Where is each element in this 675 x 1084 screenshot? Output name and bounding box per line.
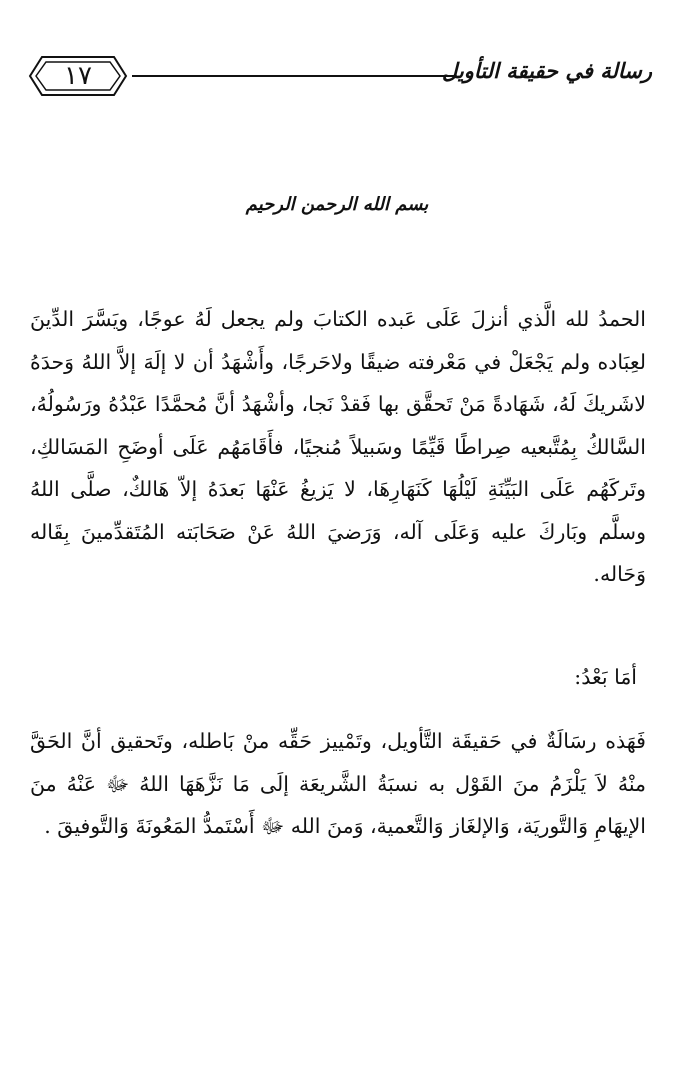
body-paragraph-2: فَهَذه رسَالَةٌ في حَقيقَة التَّأويل، وتَمْييز حَقِّه منْ بَاطله، وتَحقيق أنَّ الحَقَّ منْهُ لاَ يَلْزَمُ منَ القَوْل به نسبَةُ الشَّريعَة إلَى مَا نَزَّهَهَا اللهُ ﷻ عَنْهُ منَ الإيهَامِ وَالتَّوريَة، وَالإلغَاز وَالتَّعمية، وَمنَ الله ﷻ أَسْتَمدُّ المَعُونَةَ وَالتَّوفيقَ . [30,729,646,838]
page-header [28,52,652,104]
basmala-calligraphy: بسم الله الرحمن الرحيم [245,194,429,215]
opening-phrase: أمَا بَعْدُ: [574,665,637,689]
header-rule [132,75,454,77]
page-number-badge [28,54,128,98]
page-number: ١٧ [64,61,92,91]
running-title: رسالة في حقيقة التأويل [442,58,652,83]
body-paragraph-1: الحمدُ لله الَّذي أنزلَ عَلَى عَبده الكتابَ ولم يجعل لَهُ عوجًا، ويَسَّرَ الدِّينَ لعِبَاده ولم يَجْعَلْ في مَعْرفته ضيقًا ولاحَرجًا، وأَشْهَدُ أن لا إلَهَ إلاَّ اللهُ وَحدَهُ لاشَريكَ لَهُ، شَهَادةً مَنْ تَحقَّق بها فَقدْ نَجا، وأشْهَدُ أنَّ مُحمَّدًا عَبْدُهُ ورَسُولُهُ، السَّالكُ بِمُتَّبعيه صِراطًا قَيِّمًا وسَبيلاً مُنجيًا، فأَقَامَهُم عَلَى أوضَحِ المَسَالكِ، وتَركَهُم عَلَى البَيِّنَةِ لَيْلُهَا كَنَهَارِهَا، لا يَزيغُ عَنْهَا بَعدَهُ إلاّ هَالكٌ، صلَّى اللهُ وسلَّم وبَاركَ عليه وَعَلَى آله، وَرَضيَ اللهُ عَنْ صَحَابَته المُتَقدِّمينَ بِقَاله وَحَاله. [30,307,646,586]
